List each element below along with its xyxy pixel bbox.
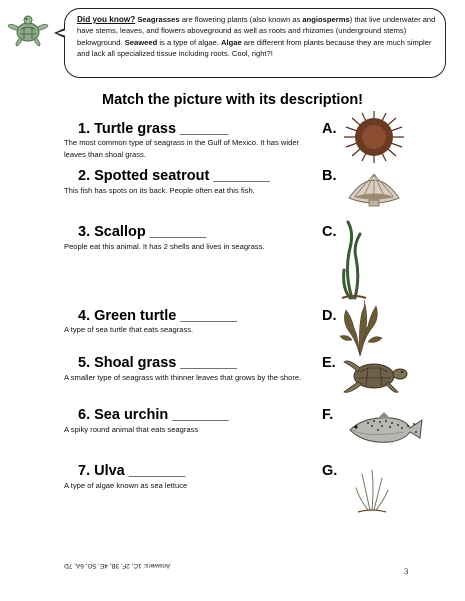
page-number: 3 (404, 566, 409, 576)
item-6-description: A spiky round animal that eats seagrass (64, 425, 199, 434)
shoal-grass-icon (352, 466, 392, 518)
green-turtle-icon (340, 354, 410, 396)
letter-c: C. (322, 224, 337, 240)
letter-a: A. (322, 121, 337, 137)
letter-g: G. (322, 463, 338, 479)
item-6-title: 6. Sea urchin _______ (78, 407, 229, 423)
letter-d: D. (322, 308, 337, 324)
worksheet-title: Match the picture with its description! (101, 92, 364, 108)
letter-e: E. (322, 355, 336, 371)
sea-urchin-icon (340, 110, 408, 164)
item-2-title: 2. Spotted seatrout _______ (78, 168, 270, 184)
answer-key-upside-down: Answers: 1C, 2F, 3B, 4E, 5G, 6A, 7D (64, 562, 171, 569)
ulva-seaweed-icon (338, 300, 384, 358)
item-1-description: The most common type of seagrass in the Gulf of Mexico. It has wider leaves than shoal grass. (64, 138, 300, 159)
did-you-know-heading: Did you know? (77, 15, 136, 24)
baby-turtle-icon (6, 8, 50, 52)
item-5-title: 5. Shoal grass _______ (78, 355, 237, 371)
did-you-know-bubble: Did you know? Seagrasses are flowering plants (also known as angiosperms) that live underwater and have stems, leaves, and flowers aboveground as well as roots and rhizomes (underground stems) belowground. Seaweed is a type of algae. Algae are different from plants because they are much simpler and lack all specialized tissue including roots. Cool, right?! (64, 8, 446, 78)
item-7-description: A type of algae known as sea lettuce (64, 481, 188, 490)
item-2-description: This fish has spots on its back. People often eat this fish. (64, 186, 255, 195)
item-3-description: People eat this animal. It has 2 shells and lives in seagrass. (64, 242, 265, 251)
item-1-title: 1. Turtle grass ______ (78, 121, 229, 137)
item-7-title: 7. Ulva _______ (78, 463, 186, 479)
spotted-seatrout-icon (344, 410, 424, 448)
scallop-icon (345, 168, 403, 210)
item-3-title: 3. Scallop _______ (78, 224, 207, 240)
letter-f: F. (322, 407, 334, 423)
turtle-grass-icon (338, 218, 370, 302)
item-5-description: A smaller type of seagrass with thinner leaves that grows by the shore. (64, 373, 302, 382)
item-4-title: 4. Green turtle _______ (78, 308, 237, 324)
item-4-description: A type of sea turtle that eats seagrass. (64, 325, 194, 334)
letter-b: B. (322, 168, 337, 184)
